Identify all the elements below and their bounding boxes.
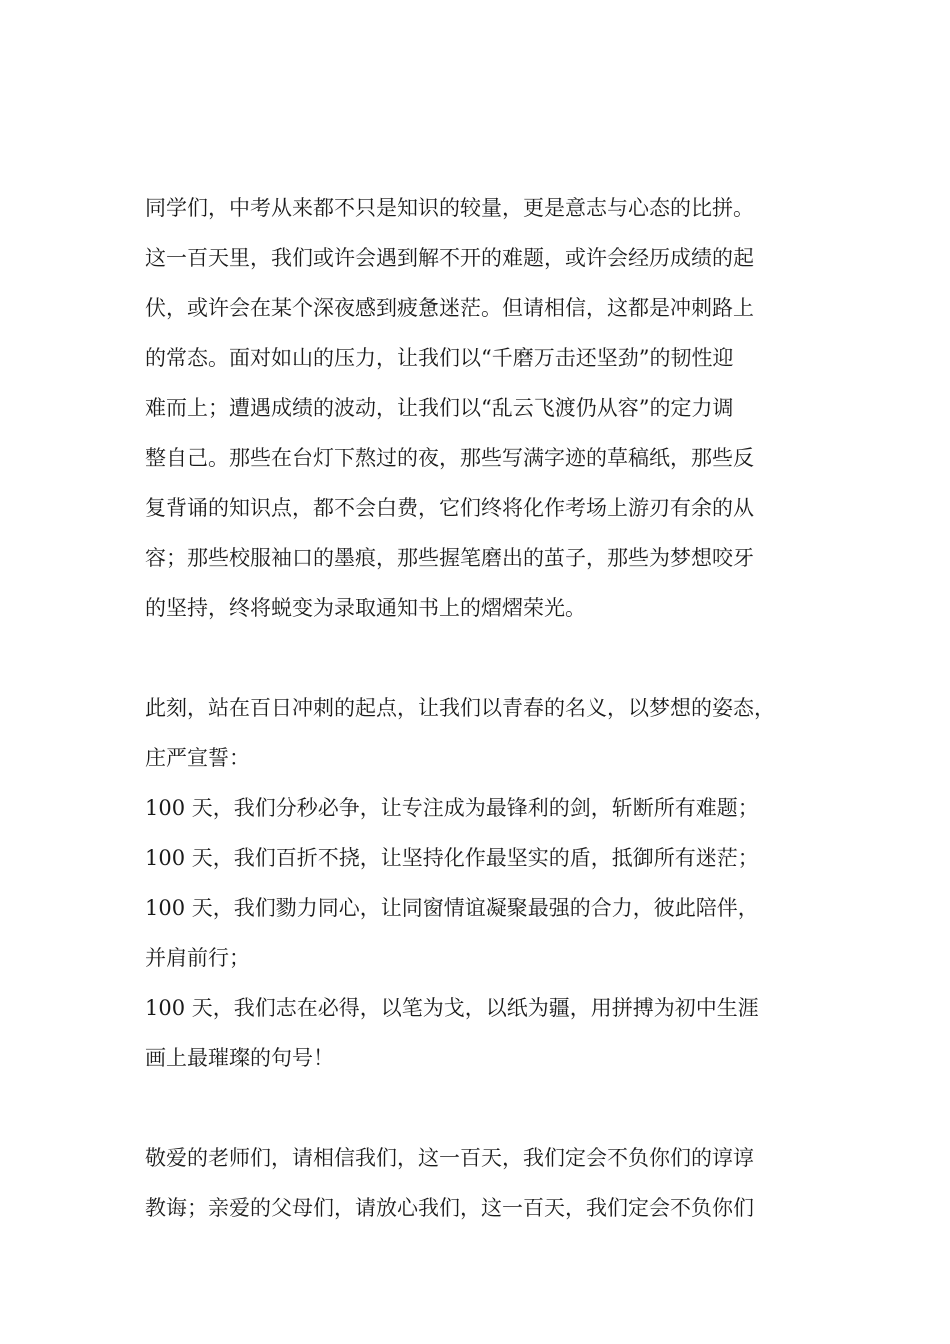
paragraph-line: 伏，或许会在某个深夜感到疲惫迷茫。但请相信，这都是冲刺路上 bbox=[145, 296, 754, 320]
paragraph-line: 庄严宣誓： bbox=[145, 746, 250, 770]
oath-line: 100 天，我们百折不挠，让坚持化作最坚实的盾，抵御所有迷茫； bbox=[145, 846, 759, 870]
paragraph-line: 这一百天里，我们或许会遇到解不开的难题，或许会经历成绩的起 bbox=[145, 246, 754, 270]
paragraph-spacer bbox=[145, 633, 845, 683]
paragraph-2 bbox=[145, 683, 845, 1083]
paragraph-line: 容；那些校服袖口的墨痕，那些握笔磨出的茧子，那些为梦想咬牙 bbox=[145, 546, 754, 570]
paragraph-line: 同学们，中考从来都不只是知识的较量，更是意志与心态的比拼。 bbox=[145, 196, 754, 220]
paragraph-3 bbox=[145, 1133, 845, 1233]
document-body bbox=[145, 183, 845, 1233]
paragraph-line: 教诲；亲爱的父母们，请放心我们，这一百天，我们定会不负你们 bbox=[145, 1196, 754, 1220]
paragraph-line: 整自己。那些在台灯下熬过的夜，那些写满字迹的草稿纸，那些反 bbox=[145, 446, 754, 470]
paragraph-line: 此刻，站在百日冲刺的起点，让我们以青春的名义，以梦想的姿态， bbox=[145, 696, 775, 720]
oath-line: 100 天，我们分秒必争，让专注成为最锋利的剑，斩断所有难题； bbox=[145, 796, 759, 820]
paragraph-line: 的常态。面对如山的压力，让我们以“千磨万击还坚劲”的韧性迎 bbox=[145, 346, 734, 370]
oath-line: 100 天，我们志在必得，以笔为戈，以纸为疆，用拼搏为初中生涯 bbox=[145, 996, 759, 1020]
oath-line: 画上最璀璨的句号！ bbox=[145, 1046, 334, 1070]
paragraph-line: 复背诵的知识点，都不会白费，它们终将化作考场上游刃有余的从 bbox=[145, 496, 754, 520]
oath-line: 并肩前行； bbox=[145, 946, 250, 970]
paragraph-1 bbox=[145, 183, 845, 633]
paragraph-line: 的坚持，终将蜕变为录取通知书上的熠熠荣光。 bbox=[145, 596, 586, 620]
oath-line: 100 天，我们勠力同心，让同窗情谊凝聚最强的合力，彼此陪伴， bbox=[145, 896, 759, 920]
paragraph-line: 敬爱的老师们，请相信我们，这一百天，我们定会不负你们的谆谆 bbox=[145, 1146, 754, 1170]
paragraph-spacer bbox=[145, 1083, 845, 1133]
paragraph-line: 难而上；遭遇成绩的波动，让我们以“乱云飞渡仍从容”的定力调 bbox=[145, 396, 734, 420]
